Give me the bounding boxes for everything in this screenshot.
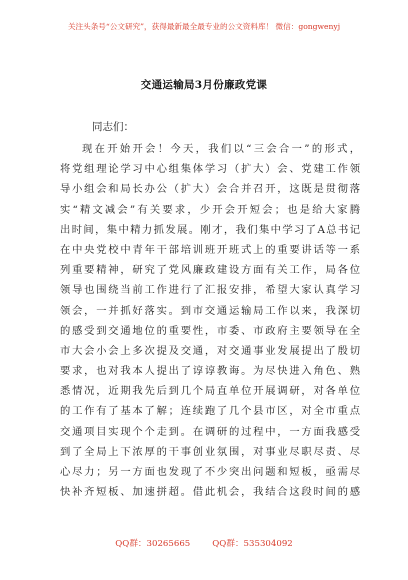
body-line: 在中央党校中青年干部培训班开班式上的重要讲话等一系 (60, 243, 360, 256)
body-line: 交通项目实现个个走到。在调研的过程中，一方面我感受 (60, 425, 360, 438)
body-line: 的感受到交通地位的重要性，市委、市政府主要领导在全 (60, 324, 360, 337)
body-line: 市大会小会上多次提及交通，对交通事业发展提出了殷切 (60, 344, 360, 357)
document-title: 交通运输局3月份廉政党课 (140, 79, 268, 91)
body-line: 到了全局上下浓厚的干事创业氛围，对事业尽职尽责、尽 (60, 445, 360, 458)
body-line: 要求，也对我本人提出了谆谆教诲。为尽快进入角色、熟 (60, 365, 360, 378)
document-body (60, 143, 360, 506)
body-line: 领会，一并抓好落实。到市交通运输局工作以来，我深切 (60, 304, 360, 317)
body-line: 心尽力；另一方面也发现了不少突出问题和短板，亟需尽 (60, 466, 360, 478)
greeting-line: 同志们： (92, 121, 134, 133)
footer-qq-groups (0, 539, 408, 550)
body-line: 现在开始开会！今天，我们以“三会合一”的形式， (82, 143, 360, 155)
body-line: 快补齐短板、加速拼超。借此机会，我结合这段时间的感 (60, 486, 360, 499)
body-line: 实“精文减会”有关要求，少开会开短会；也是给大家腾 (60, 203, 360, 216)
body-line: 悉情况，近期我先后到几个局直单位开展调研，对各单位 (60, 385, 360, 398)
footer-qq-group-1: QQ群：30265665 (115, 539, 191, 549)
body-line: 导小组会和局长办公（扩大）会合并召开，这既是贯彻落 (60, 183, 360, 196)
footer-qq-group-2: QQ群：535304092 (212, 539, 293, 549)
body-line: 出时间，集中精力抓发展。刚才，我们集中学习了A总书记 (60, 223, 360, 236)
header-promo-note: 关注头条号“公文研究”，获得最新最全最专业的公文资料库！ 微信：gongwenyj (67, 22, 341, 31)
body-line: 的工作有了基本了解；连续跑了几个县市区，对全市重点 (60, 405, 360, 418)
body-line: 将党组理论学习中心组集体学习（扩大）会、党建工作领 (60, 163, 360, 176)
body-line: 领导也围绕当前工作进行了汇报安排，希望大家认真学习 (60, 284, 360, 297)
body-line: 列重要精神，研究了党风廉政建设方面有关工作，局各位 (60, 264, 360, 277)
